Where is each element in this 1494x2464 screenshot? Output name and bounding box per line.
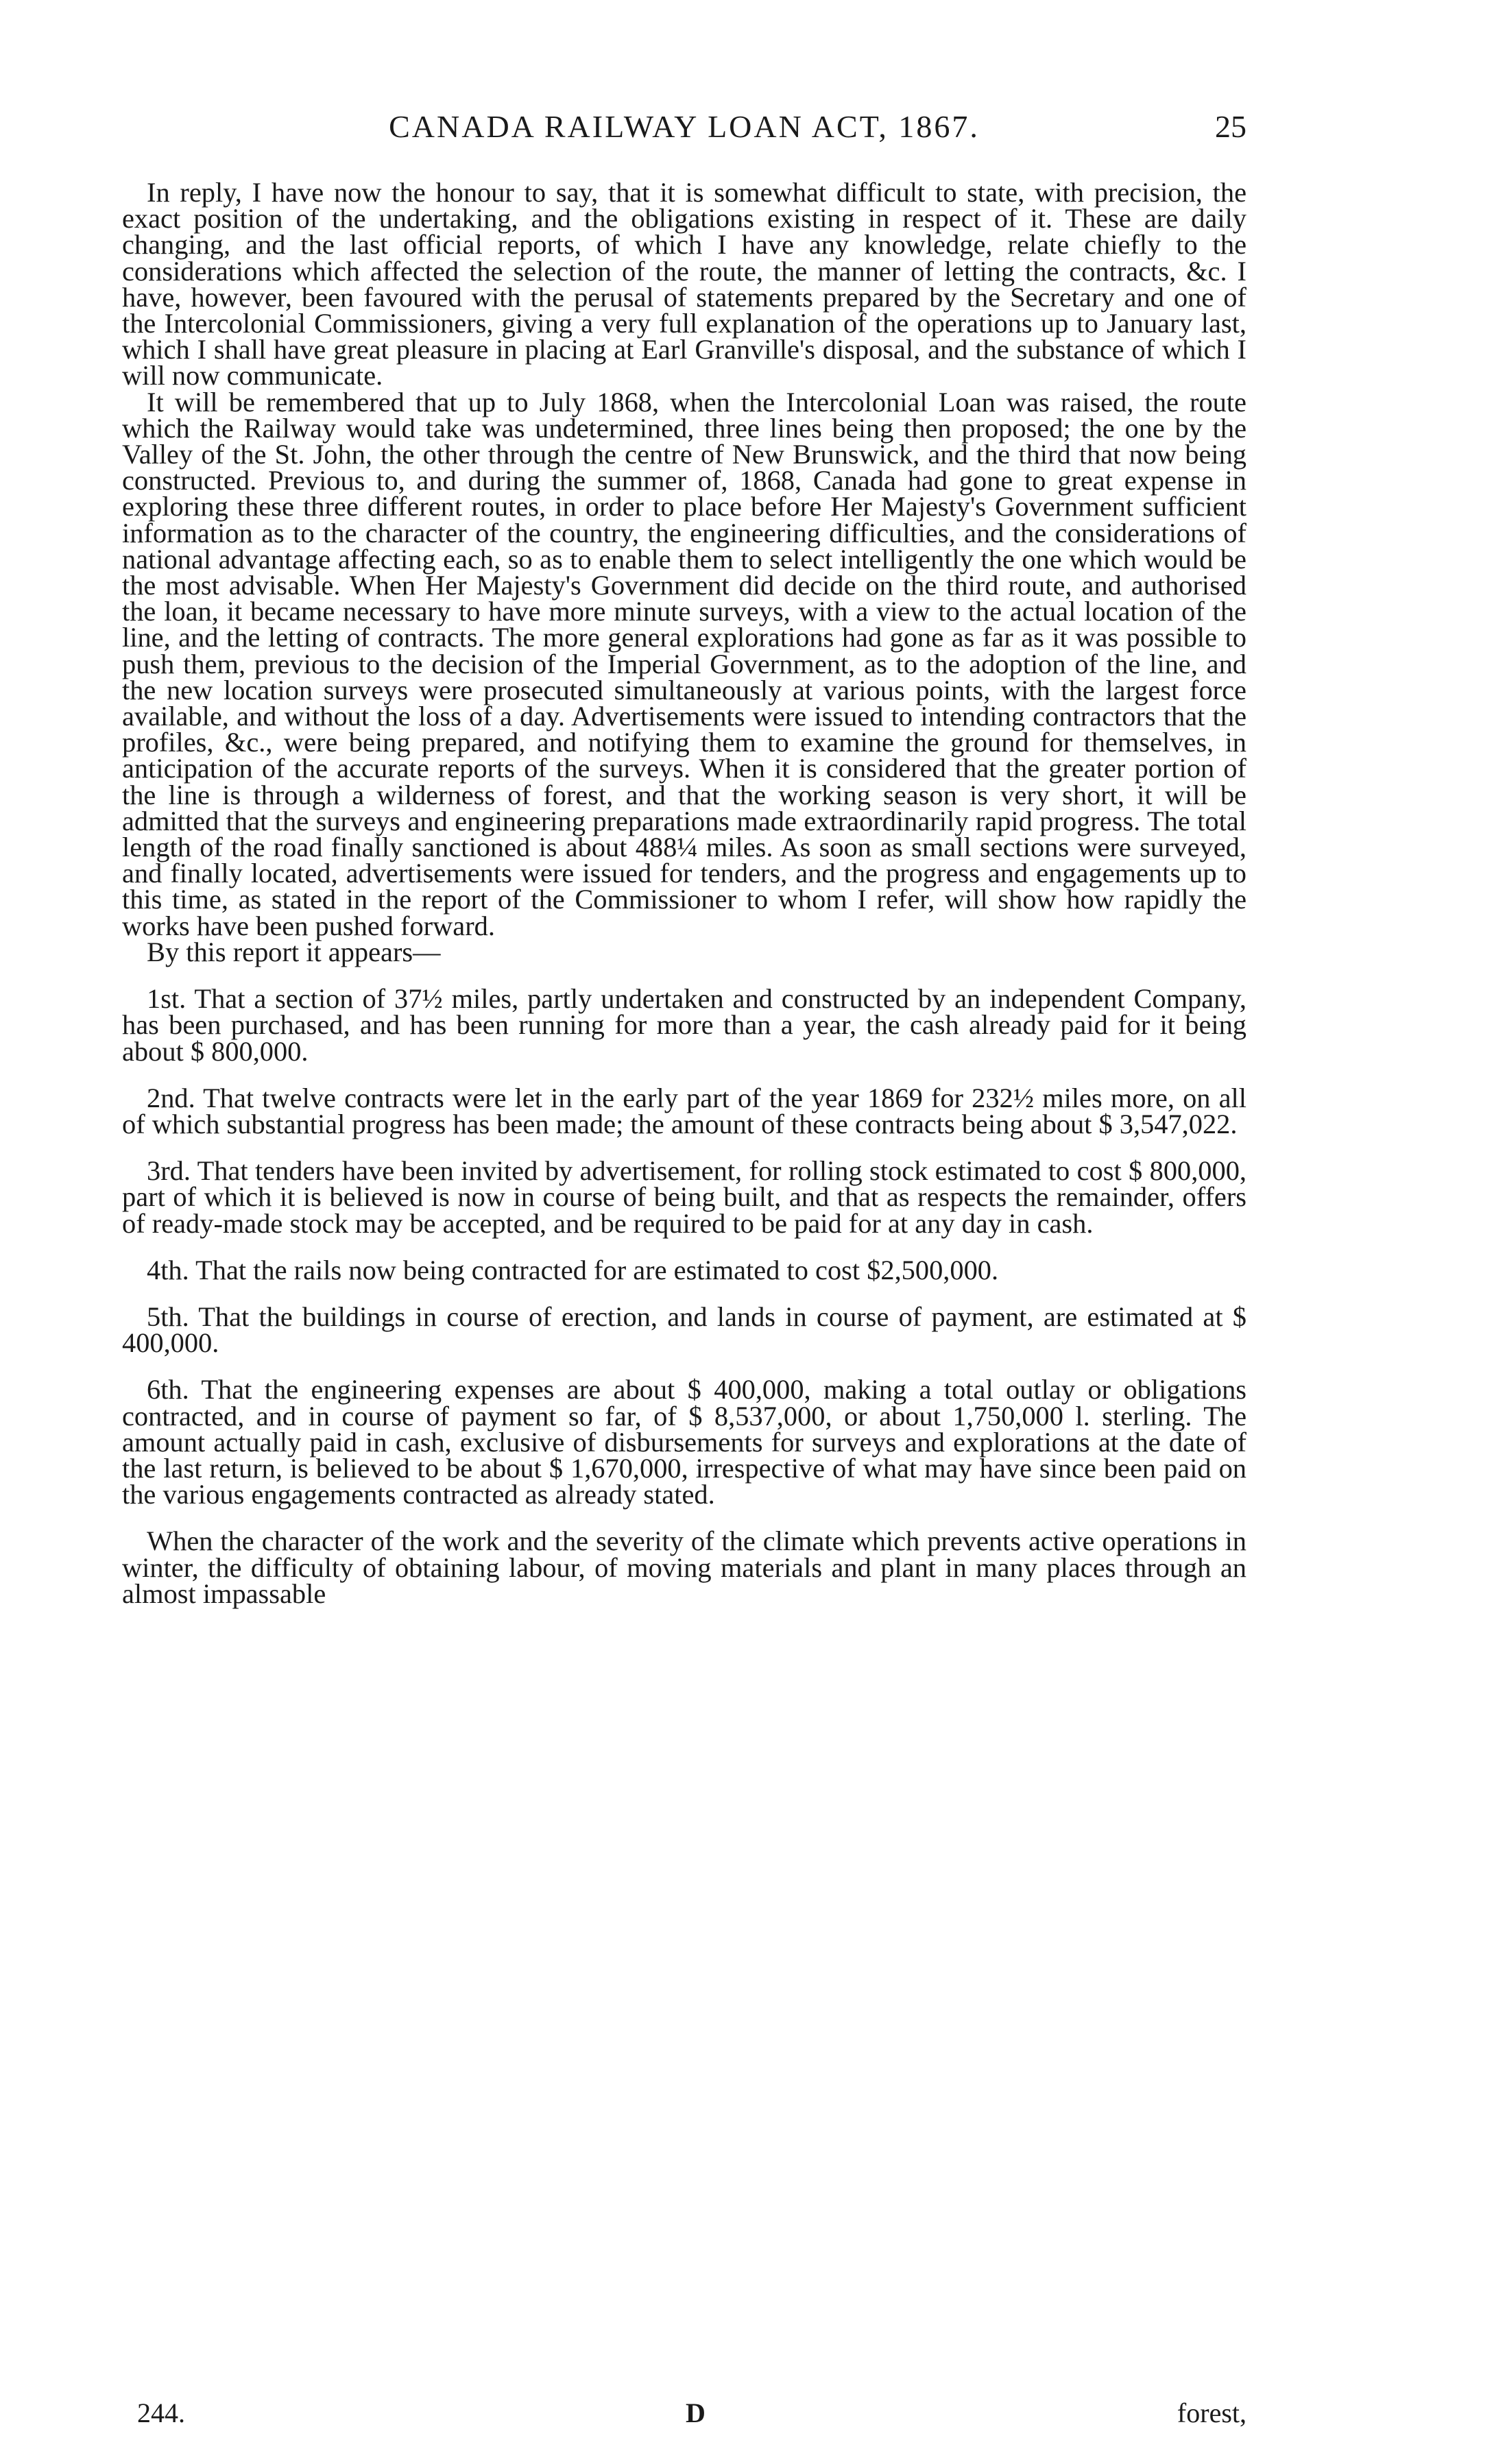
finding-item: 1st. That a section of 37½ miles, partly undertaken and constructed by an independent Company, has been purchased, and has been running for more than a year, the cash already paid for it being about $ 800,000. [122,983,1246,1067]
running-title: CANADA RAILWAY LOAN ACT, 1867. [389,109,980,144]
finding-item: 5th. That the buildings in course of erection, and lands in course of payment, are estimated at $ 400,000. [122,1301,1246,1359]
paragraph-closing: When the character of the work and the severity of the climate which prevents active operations in winter, the difficulty of obtaining labour, of moving materials and plant in many places through an almost impassable [122,1525,1246,1609]
signature-number: 244. [137,2397,185,2428]
signature-letter: D [686,2397,706,2428]
findings-list [122,983,1246,1510]
paragraph-report-intro: By this report it appears— [147,936,441,967]
paragraph-history: It will be remembered that up to July 1868, when the Intercolonial Loan was raised, the route which the Railway would take was undetermined, three lines being then proposed; the one by the Valley of the St. John, the other through the centre of New Brunswick, and the third that now being constructed. Previous to, and during the summer of, 1868, Canada had gone to great expense in exploring these three different routes, in order to place before Her Majesty's Government sufficient information as to the character of the country, the engineering difficulties, and the considerations of national advantage affecting each, so as to enable them to select intelligently the one which would be the most advisable. When Her Majesty's Government did decide on the third route, and authorised the loan, it became necessary to have more minute surveys, with a view to the actual location of the line, and the letting of contracts. The more general explorations had gone as far as it was possible to push them, previous to the decision of the Imperial Government, as to the adoption of the line, and the new location surveys were prosecuted simultaneously at various points, with the largest force available, and without the loss of a day. Advertisements were issued to intending contractors that the profiles, &c., were being prepared, and notifying them to examine the ground for themselves, in anticipation of the accurate reports of the surveys. When it is considered that the greater portion of the line is through a wilderness of forest, and that the working season is very short, it will be admitted that the surveys and engineering preparations made extraordinarily rapid progress. The total length of the road finally sanctioned is about 488¼ miles. As soon as small sections were surveyed, and finally located, advertisements were issued for tenders, and the progress and engagements up to this time, as stated in the report of the Commissioner to whom I refer, will show how rapidly the works have been pushed forward. [122,386,1246,941]
body-text [122,177,1246,1609]
catchword: forest, [1177,2397,1246,2428]
finding-item: 2nd. That twelve contracts were let in the early part of the year 1869 for 232½ miles more, on all of which substantial progress has been made; the amount of these contracts being about $ 3,547,022. [122,1082,1246,1139]
finding-item: 6th. That the engineering expenses are about $ 400,000, making a total outlay or obligations contracted, and in course of payment so far, of $ 8,537,000, or about 1,750,000 l. sterling. The amount actually paid in cash, exclusive of disbursements for surveys and explorations at the date of the last return, is believed to be about $ 1,670,000, irrespective of what may have since been paid on the various engagements contracted as already stated. [122,1374,1246,1510]
paragraph-reply: In reply, I have now the honour to say, that it is somewhat difficult to state, with precision, the exact position of the undertaking, and the obligations existing in respect of it. These are daily changing, and the last official reports, of which I have any knowledge, relate chiefly to the considerations which affected the selection of the route, the manner of letting the contracts, &c. I have, however, been favoured with the perusal of statements prepared by the Secretary and one of the Intercolonial Commissioners, giving a very full explanation of the operations up to January last, which I shall have great pleasure in placing at Earl Granville's disposal, and the substance of which I will now communicate. [122,177,1246,391]
page-header [122,108,1246,149]
finding-item: 3rd. That tenders have been invited by advertisement, for rolling stock estimated to cost $ 800,000, part of which it is believed is now in course of being built, and that as respects the remainder, offers of ready-made stock may be accepted, and be required to be paid for at any day in cash. [122,1155,1246,1239]
page-number: 25 [1215,109,1246,144]
page-footer [137,2397,1246,2431]
finding-item: 4th. That the rails now being contracted for are estimated to cost $2,500,000. [147,1254,999,1285]
